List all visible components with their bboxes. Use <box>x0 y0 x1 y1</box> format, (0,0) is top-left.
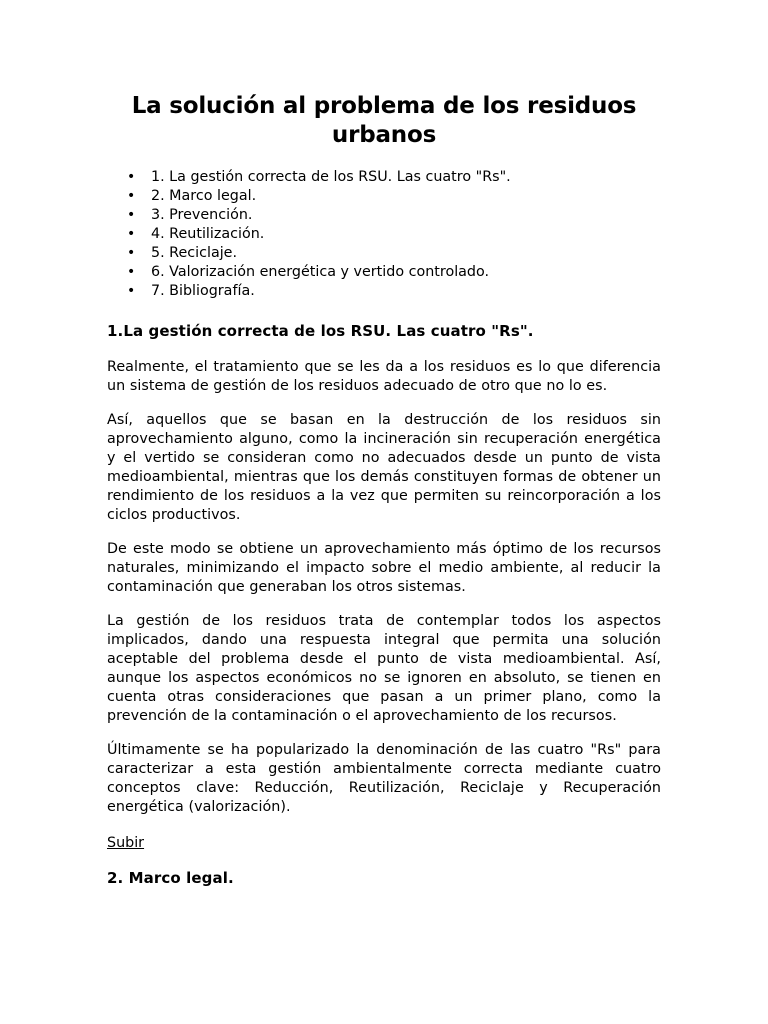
toc-item-label[interactable]: 1. La gestión correcta de los RSU. Las cuatro "Rs". <box>151 169 511 185</box>
section-heading-2: 2. Marco legal. <box>107 869 234 887</box>
toc-item-5[interactable] <box>127 244 661 263</box>
paragraph: La gestión de los residuos trata de contemplar todos los aspectos implicados, dando una respuesta integral que permita una solución aceptable del problema desde el punto de vista medioambiental. Así, aunque los aspectos económicos no se ignoren en absoluto, se tienen en cuenta otras consideraciones que pasan a un primer plano, como la prevención de la contaminación o el aprovechamiento de los recursos. <box>107 613 661 724</box>
bullet-icon: • <box>127 283 136 299</box>
table-of-contents <box>107 168 661 301</box>
bullet-icon: • <box>127 245 136 261</box>
toc-item-7[interactable] <box>127 282 661 301</box>
toc-item-label[interactable]: 6. Valorización energética y vertido controlado. <box>151 264 490 280</box>
toc-item-label[interactable]: 2. Marco legal. <box>151 188 257 204</box>
bullet-icon: • <box>127 169 136 185</box>
toc-item-6[interactable] <box>127 263 661 282</box>
toc-item-1[interactable] <box>127 168 661 187</box>
bullet-icon: • <box>127 264 136 280</box>
paragraph: De este modo se obtiene un aprovechamiento más óptimo de los recursos naturales, minimizando el impacto sobre el medio ambiente, al reducir la contaminación que generaban los otros sistemas. <box>107 541 661 595</box>
document-title: La solución al problema de los residuos urbanos <box>131 93 637 148</box>
toc-item-label[interactable]: 7. Bibliografía. <box>151 283 255 299</box>
paragraph: Realmente, el tratamiento que se les da a los residuos es lo que diferencia un sistema de gestión de los residuos adecuado de otro que no lo es. <box>107 359 661 394</box>
document-page <box>107 92 661 888</box>
toc-item-label[interactable]: 4. Reutilización. <box>151 226 265 242</box>
toc-item-3[interactable] <box>127 206 661 225</box>
toc-item-4[interactable] <box>127 225 661 244</box>
toc-item-2[interactable] <box>127 187 661 206</box>
section-heading-1: 1.La gestión correcta de los RSU. Las cuatro "Rs". <box>107 322 534 340</box>
paragraph: Últimamente se ha popularizado la denominación de las cuatro "Rs" para caracterizar a esta gestión ambientalmente correcta mediante cuatro conceptos clave: Reducción, Reutilización, Reciclaje y Recuperación energética (valorización). <box>107 742 661 815</box>
toc-item-label[interactable]: 5. Reciclaje. <box>151 245 238 261</box>
toc-item-label[interactable]: 3. Prevención. <box>151 207 253 223</box>
bullet-icon: • <box>127 207 136 223</box>
bullet-icon: • <box>127 226 136 242</box>
paragraph: Así, aquellos que se basan en la destrucción de los residuos sin aprovechamiento alguno, como la incineración sin recuperación energética y el vertido se consideran como no adecuados desde un punto de vista medioambiental, mientras que los demás constituyen formas de obtener un rendimiento de los residuos a la vez que permiten su reincorporación a los ciclos productivos. <box>107 412 661 523</box>
bullet-icon: • <box>127 188 136 204</box>
back-to-top-link[interactable]: Subir <box>107 835 145 851</box>
